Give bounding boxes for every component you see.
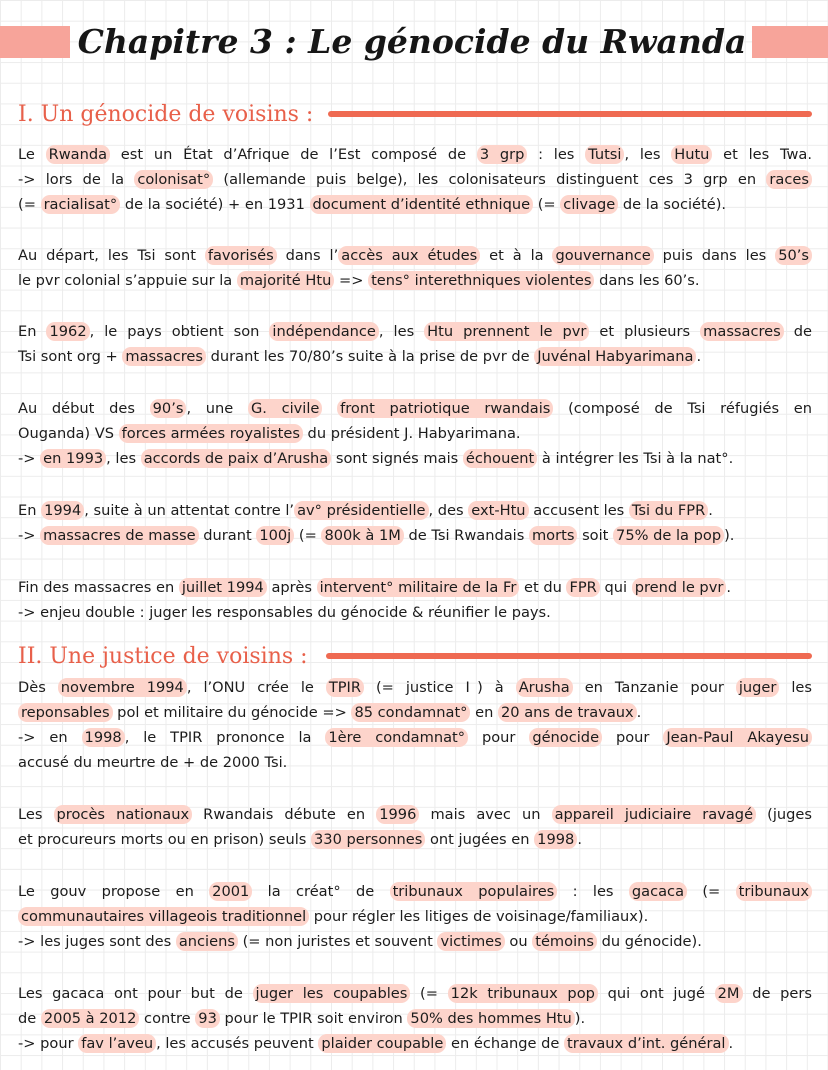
text-segment: Dès (18, 679, 58, 696)
text-segment: -> (18, 450, 41, 467)
text-segment: (composé de Tsi réfugiés en (553, 400, 813, 417)
highlight-term: appareil judiciaire ravagé (552, 805, 756, 824)
text-segment: (= (294, 527, 322, 544)
highlight-term: 330 personnes (311, 830, 425, 849)
text-segment: : les (557, 883, 629, 900)
para-2-2 (18, 802, 812, 852)
highlight-term: 1962 (46, 322, 89, 341)
text-segment: de (18, 1010, 41, 1027)
text-line (18, 802, 812, 827)
text-segment: -> (18, 527, 41, 544)
para-1-2 (18, 243, 812, 293)
text-segment: ). (724, 527, 735, 544)
text-segment: pour (602, 729, 664, 746)
text-line (18, 396, 812, 421)
highlight-term: en 1993 (40, 449, 106, 468)
text-segment: du président J. Habyarimana. (302, 425, 521, 442)
text-segment: de la société) + en 1931 (120, 196, 310, 213)
text-segment: la créat° de (252, 883, 390, 900)
text-segment: , les (378, 323, 425, 340)
text-segment: de Tsi Rwandais (403, 527, 529, 544)
highlight-term: massacres (700, 322, 784, 341)
text-segment: (allemande puis belge), les colonisateurs distinguent ces 3 grp en (213, 171, 767, 188)
highlight-term: Tsi du FPR (629, 501, 708, 520)
highlight-term: gacaca (629, 882, 687, 901)
highlight-term: 50’s (775, 246, 812, 265)
text-segment: En (18, 323, 47, 340)
text-segment: sont signés mais (331, 450, 463, 467)
highlight-term: colonisat° (134, 170, 213, 189)
text-segment: Ouganda) VS (18, 425, 119, 442)
text-line (18, 192, 812, 217)
text-line (18, 981, 812, 1006)
text-segment: les (779, 679, 812, 696)
text-segment: (= (533, 196, 561, 213)
text-segment: dans l’ (276, 247, 339, 264)
title-band-right (752, 26, 828, 58)
text-segment: pour (468, 729, 530, 746)
highlight-term: 90’s (150, 399, 187, 418)
text-segment: Au début des (18, 400, 150, 417)
highlight-term: 50% des hommes Htu (407, 1009, 574, 1028)
text-segment: (= (687, 883, 736, 900)
highlight-term: Tutsi (585, 145, 624, 164)
highlight-term: victimes (437, 932, 504, 951)
text-segment: et à la (480, 247, 553, 264)
text-segment: mais avec un (419, 806, 552, 823)
text-segment: . (636, 704, 642, 721)
highlight-term: 85 condamnat° (351, 703, 470, 722)
text-segment: et du (519, 579, 567, 596)
text-segment: et plusieurs (589, 323, 701, 340)
highlight-term: TPIR (326, 678, 364, 697)
text-line (18, 142, 812, 167)
para-2-1 (18, 675, 812, 775)
para-1-4 (18, 396, 812, 471)
text-segment (322, 400, 337, 417)
highlight-term: FPR (566, 578, 599, 597)
text-segment: en Tanzanie pour (572, 679, 736, 696)
text-segment: le pvr colonial s’appuie sur la (18, 272, 237, 289)
text-segment: -> lors de la (18, 171, 135, 188)
section-rule-2 (326, 653, 812, 659)
text-line (18, 167, 812, 192)
highlight-term: 1994 (41, 501, 84, 520)
text-segment: Le gouv propose en (18, 883, 210, 900)
text-segment: , les accusés peuvent (156, 1035, 319, 1052)
highlight-term: Juvénal Habyarimana (534, 347, 696, 366)
text-line (18, 700, 812, 725)
para-2-4 (18, 981, 812, 1056)
highlight-term: front patriotique rwandais (337, 399, 553, 418)
text-segment: , une (186, 400, 248, 417)
highlight-term: Htu prennent le pvr (424, 322, 589, 341)
text-line (18, 725, 812, 750)
text-segment: -> pour (18, 1035, 79, 1052)
text-segment: durant (198, 527, 257, 544)
highlight-term: plaider coupable (318, 1034, 446, 1053)
text-line (18, 523, 812, 548)
text-line (18, 929, 812, 954)
highlight-term: majorité Htu (237, 271, 334, 290)
text-segment: après (266, 579, 317, 596)
title-band-left (0, 26, 70, 58)
highlight-term: témoins (532, 932, 597, 951)
text-segment: Rwandais débute en (192, 806, 377, 823)
para-1-3 (18, 319, 812, 369)
text-segment: Les (18, 806, 54, 823)
highlight-term: 2005 à 2012 (41, 1009, 140, 1028)
highlight-term: 12k tribunaux pop (448, 984, 598, 1003)
text-segment: pour le TPIR soit environ (219, 1010, 408, 1027)
text-line (18, 575, 812, 600)
highlight-term: novembre 1994 (58, 678, 187, 697)
text-segment: pour régler les litiges de voisinage/familiaux). (309, 908, 649, 925)
text-segment: (= non juristes et souvent (237, 933, 438, 950)
para-1-6 (18, 575, 812, 625)
text-segment: accusé du meurtre de + de 2000 Tsi. (18, 754, 288, 771)
text-segment: Les gacaca ont pour but de (18, 985, 253, 1002)
highlight-term: massacres (122, 347, 206, 366)
text-segment: Fin des massacres en (18, 579, 179, 596)
text-segment: et les Twa. (712, 146, 812, 163)
text-segment: (= justice Ⅰ) à (364, 679, 516, 696)
text-line (18, 319, 812, 344)
text-segment: -> en (18, 729, 82, 746)
text-line (18, 600, 812, 625)
highlight-term: accès aux études (338, 246, 480, 265)
text-segment: contre (139, 1010, 196, 1027)
text-line (18, 1031, 812, 1056)
highlight-term: 20 ans de travaux (498, 703, 637, 722)
highlight-term: Rwanda (46, 145, 110, 164)
highlight-term: document d’identité ethnique (310, 195, 534, 214)
highlight-term: 93 (195, 1009, 220, 1028)
section-heading-1: I. Un génocide de voisins : (18, 102, 314, 127)
highlight-term: av° présidentielle (294, 501, 428, 520)
text-segment: : les (527, 146, 586, 163)
text-segment: (juges (756, 806, 812, 823)
text-segment: dans les 60’s. (594, 272, 700, 289)
text-line (18, 750, 812, 775)
text-line (18, 243, 812, 268)
highlight-term: juger (736, 678, 780, 697)
highlight-term: favorisés (205, 246, 277, 265)
highlight-term: 100j (256, 526, 294, 545)
highlight-term: 800k à 1M (321, 526, 403, 545)
section-heading-2: II. Une justice de voisins : (18, 644, 308, 669)
text-segment: est un État d’Afrique de l’Est composé de (110, 146, 477, 163)
highlight-term: G. civile (248, 399, 322, 418)
highlight-term: fav l’aveu (78, 1034, 156, 1053)
highlight-term: accords de paix d’Arusha (141, 449, 332, 468)
text-segment: puis dans les (653, 247, 776, 264)
text-line (18, 879, 812, 904)
text-segment: , l’ONU crée le (186, 679, 326, 696)
highlight-term: massacres de masse (40, 526, 198, 545)
text-segment: soit (577, 527, 614, 544)
text-line (18, 344, 812, 369)
text-line (18, 904, 812, 929)
highlight-term: morts (529, 526, 577, 545)
highlight-term: 2001 (209, 882, 252, 901)
highlight-term: 75% de la pop (613, 526, 724, 545)
highlight-term: clivage (560, 195, 618, 214)
text-segment: qui (599, 579, 632, 596)
highlight-term: ext-Htu (468, 501, 528, 520)
highlight-term: procès nationaux (54, 805, 193, 824)
text-segment: . (708, 502, 713, 519)
text-segment: qui ont jugé (597, 985, 715, 1002)
text-segment: . (577, 831, 582, 848)
highlight-term: forces armées royalistes (119, 424, 303, 443)
highlight-term: Arusha (516, 678, 573, 697)
highlight-term: 1996 (376, 805, 419, 824)
text-segment: -> enjeu double : juger les responsables du génocide & réunifier le pays. (18, 604, 551, 621)
text-segment: accusent les (528, 502, 629, 519)
text-segment: en (470, 704, 498, 721)
highlight-term: 1998 (534, 830, 577, 849)
para-2-3 (18, 879, 812, 954)
text-line (18, 827, 812, 852)
text-segment: pol et militaire du génocide => (112, 704, 352, 721)
text-segment: de pers (742, 985, 812, 1002)
section-rule-1 (328, 111, 812, 117)
highlight-term: juger les coupables (253, 984, 411, 1003)
text-segment: Au départ, les Tsi sont (18, 247, 205, 264)
highlight-term: Jean-Paul Akayesu (663, 728, 812, 747)
text-segment: , suite à un attentat contre l’ (84, 502, 295, 519)
page-title: Chapitre 3 : Le génocide du Rwanda (77, 22, 747, 61)
text-segment: ont jugées en (425, 831, 535, 848)
text-segment: . (728, 1035, 734, 1052)
highlight-term: races (766, 170, 812, 189)
text-line (18, 675, 812, 700)
text-segment: Le (18, 146, 46, 163)
highlight-term: travaux d’int. général (564, 1034, 728, 1053)
text-segment: durant les 70/80’s suite à la prise de pvr de (205, 348, 535, 365)
text-segment: (= (410, 985, 448, 1002)
text-segment: , des (428, 502, 469, 519)
text-segment: ). (574, 1010, 586, 1027)
highlight-term: juillet 1994 (179, 578, 267, 597)
text-segment: , le TPIR prononce la (124, 729, 326, 746)
para-1-5 (18, 498, 812, 548)
highlight-term: 2M (715, 984, 743, 1003)
highlight-term: échouent (463, 449, 537, 468)
text-line (18, 498, 812, 523)
text-segment: -> les juges sont des (18, 933, 176, 950)
highlight-term: tens° interethniques violentes (368, 271, 594, 290)
text-line (18, 421, 812, 446)
highlight-term: Hutu (671, 145, 712, 164)
highlight-term: prend le pvr (632, 578, 727, 597)
text-segment: en échange de (446, 1035, 565, 1052)
text-segment: . (696, 348, 702, 365)
text-segment: et procureurs morts ou en prison) seuls (18, 831, 311, 848)
text-segment: , les (624, 146, 672, 163)
highlight-term: intervent° militaire de la Fr (317, 578, 520, 597)
text-segment: En (18, 502, 42, 519)
text-segment: ou (504, 933, 533, 950)
highlight-term: reponsables (18, 703, 113, 722)
text-segment: Tsi sont org + (18, 348, 123, 365)
text-segment: => (334, 272, 369, 289)
highlight-term: génocide (529, 728, 602, 747)
highlight-term: 1998 (82, 728, 125, 747)
highlight-term: indépendance (269, 322, 379, 341)
text-segment: du génocide). (597, 933, 702, 950)
highlight-term: gouvernance (552, 246, 653, 265)
text-segment: de la société). (618, 196, 727, 213)
highlight-term: anciens (176, 932, 238, 951)
highlight-term: communautaires villageois traditionnel (18, 907, 309, 926)
highlight-term: tribunaux populaires (390, 882, 558, 901)
highlight-term: tribunaux (736, 882, 812, 901)
text-segment: , les (106, 450, 141, 467)
text-line (18, 1006, 812, 1031)
highlight-term: racialisat° (41, 195, 121, 214)
text-segment: à intégrer les Tsi à la nat°. (537, 450, 734, 467)
text-segment: , le pays obtient son (89, 323, 270, 340)
highlight-term: 3 grp (477, 145, 528, 164)
text-line (18, 268, 812, 293)
text-segment: . (726, 579, 731, 596)
text-segment: de (783, 323, 812, 340)
text-segment: (= (18, 196, 41, 213)
highlight-term: 1ère condamnat° (325, 728, 468, 747)
text-line (18, 446, 812, 471)
para-1-1 (18, 142, 812, 217)
